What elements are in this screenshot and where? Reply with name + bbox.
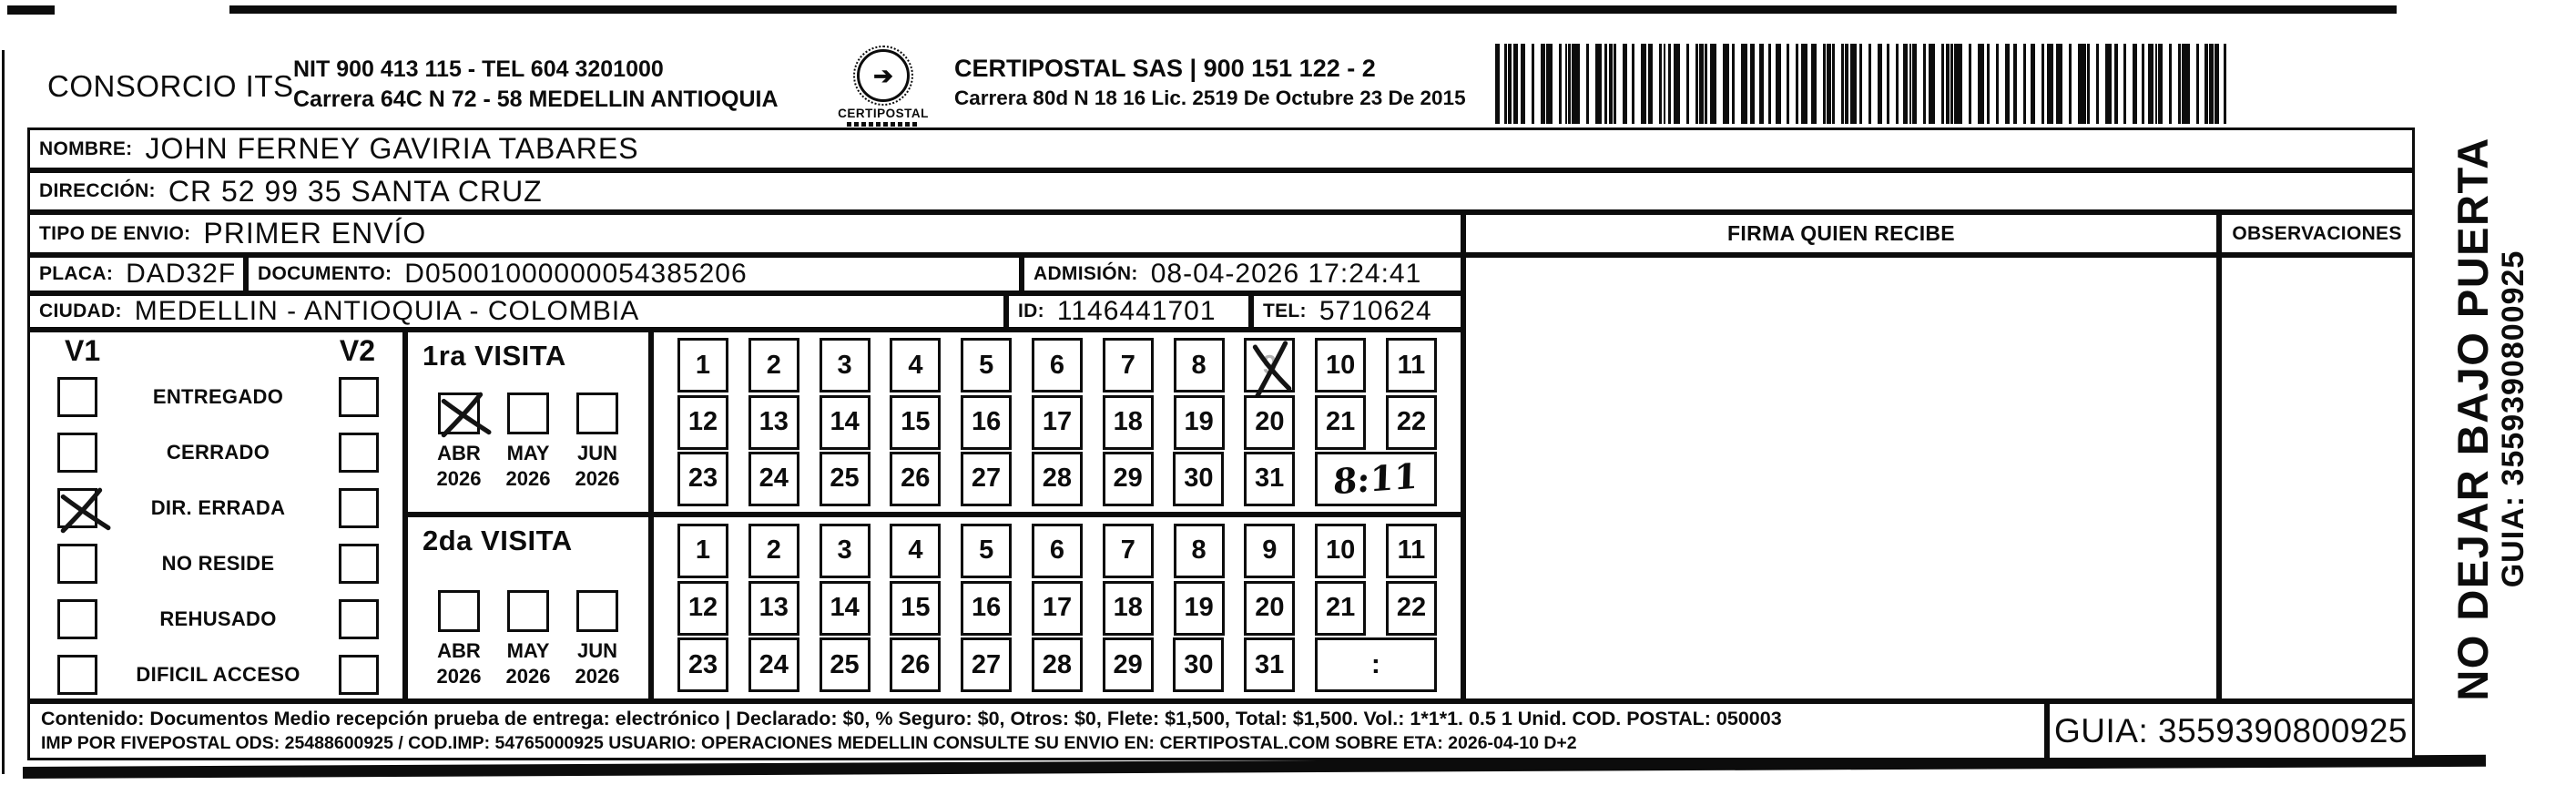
ciudad-cell — [27, 293, 1006, 330]
v1-checkbox-no-reside[interactable] — [57, 544, 97, 584]
day-number: 10 — [1326, 350, 1356, 380]
second-day-10[interactable] — [1315, 524, 1366, 578]
first-day-23[interactable] — [677, 452, 728, 506]
certipostal-license-line: Carrera 80d N 18 16 Lic. 2519 De Octubre 23 De 2015 — [954, 87, 1466, 110]
day-number: 28 — [1042, 464, 1072, 494]
first-day-21[interactable] — [1315, 395, 1366, 450]
first-visit-panel — [405, 330, 651, 515]
first-day-31[interactable] — [1244, 452, 1295, 506]
first-month-checkbox-abr[interactable] — [438, 392, 480, 434]
month-name: MAY — [506, 639, 550, 662]
month-name: ABR — [437, 442, 481, 464]
first-calendar-row-1 — [677, 338, 1437, 392]
admision-cell — [1022, 255, 1463, 293]
day-number: 31 — [1254, 464, 1285, 494]
imp-ods-line: IMP POR FIVEPOSTAL ODS: 25488600925 / COD.IMP: 54765000925 USUARIO: OPERACIONES MEDELLIN CONSULTE SU ENVIO EN: CERTIPOSTAL.COM SOBRE ETA: 2026-04-10 D+2 — [41, 733, 1577, 753]
first-month-jun — [565, 392, 630, 491]
second-month-abr — [426, 590, 492, 688]
month-name: ABR — [437, 639, 481, 662]
first-day-10[interactable] — [1315, 338, 1366, 392]
second-day-15[interactable] — [890, 581, 941, 636]
day-number: 10 — [1326, 535, 1356, 566]
first-month-abr — [426, 392, 492, 491]
status-label-dir-errada: DIR. ERRADA — [150, 495, 286, 519]
observaciones-header — [2219, 212, 2415, 255]
day-number: 13 — [759, 407, 789, 436]
day-number: 15 — [901, 407, 931, 436]
second-day-26[interactable] — [890, 637, 941, 692]
side-note-vertical — [2422, 91, 2559, 747]
scan-artifact-dash — [7, 5, 55, 15]
day-number: 29 — [1113, 649, 1143, 679]
placa-cell — [27, 255, 246, 293]
second-day-21[interactable] — [1315, 581, 1366, 636]
day-number: 25 — [830, 649, 860, 679]
day-number: 14 — [830, 593, 860, 622]
second-day-14[interactable] — [820, 581, 871, 636]
v2-checkbox-entregado[interactable] — [339, 377, 379, 417]
nombre-label: NOMBRE: — [39, 138, 133, 159]
tipo-envio-row — [27, 212, 1463, 255]
first-day-24[interactable] — [748, 452, 799, 506]
month-year: 2026 — [575, 467, 620, 490]
first-day-8[interactable] — [1174, 338, 1225, 392]
day-number: 8 — [1191, 350, 1207, 380]
second-day-30[interactable] — [1173, 637, 1224, 692]
second-day-18[interactable] — [1103, 581, 1154, 636]
day-number: 7 — [1120, 350, 1135, 380]
consorcio-name: CONSORCIO ITS — [47, 69, 294, 103]
first-day-7[interactable] — [1103, 338, 1154, 392]
status-row-dificil-acceso — [30, 647, 402, 702]
day-number: 13 — [759, 593, 789, 622]
tel-value: 5710624 — [1319, 296, 1432, 326]
second-day-1[interactable] — [677, 524, 728, 578]
second-month-may — [495, 590, 561, 688]
direccion-row — [27, 170, 2415, 212]
second-day-4[interactable] — [890, 524, 941, 578]
no-dejar-bajo-puerta-text: NO DEJAR BAJO PUERTA — [2449, 137, 2498, 701]
status-label-entregado: ENTREGADO — [152, 384, 284, 408]
handwritten-time: 8:11 — [1332, 454, 1420, 503]
day-number: 1 — [695, 350, 711, 380]
month-name: MAY — [506, 442, 550, 464]
first-month-may — [495, 392, 561, 491]
certipostal-logo-tagline — [847, 122, 920, 127]
second-day-3[interactable] — [820, 524, 871, 578]
day-number: 9 — [1262, 535, 1278, 566]
v1-checkbox-entregado[interactable] — [57, 377, 97, 417]
first-day-17[interactable] — [1032, 395, 1083, 450]
day-number: 3 — [837, 535, 852, 566]
certipostal-address-block — [954, 53, 1466, 111]
second-day-5[interactable] — [961, 524, 1012, 578]
second-visit-calendar — [651, 515, 1463, 701]
first-day-12[interactable] — [677, 395, 728, 450]
day-number: 28 — [1042, 649, 1072, 679]
certipostal-logo — [830, 49, 936, 127]
day-number: 2 — [766, 535, 781, 566]
day-number: 17 — [1042, 407, 1073, 436]
second-day-7[interactable] — [1103, 524, 1154, 578]
status-label-cerrado: CERRADO — [166, 440, 270, 464]
firma-signature-area[interactable] — [1463, 255, 2219, 701]
second-month-checkbox-may[interactable] — [507, 590, 549, 632]
tel-cell — [1251, 293, 1463, 330]
day-number: 15 — [901, 593, 931, 622]
status-row-no-reside — [30, 535, 402, 591]
day-number: 22 — [1396, 593, 1427, 622]
day-number: 24 — [759, 464, 789, 494]
status-options — [30, 369, 402, 702]
certipostal-logo-icon — [857, 49, 910, 102]
day-number: 21 — [1326, 593, 1356, 622]
v1-header: V1 — [65, 334, 101, 367]
certipostal-logo-word: CERTIPOSTAL — [838, 107, 929, 120]
observaciones-label: OBSERVACIONES — [2232, 222, 2402, 244]
ciudad-label: CIUDAD: — [39, 301, 122, 321]
first-day-29[interactable] — [1103, 452, 1154, 506]
day-number: 1 — [695, 535, 711, 566]
second-day-25[interactable] — [820, 637, 871, 692]
status-panel — [27, 330, 405, 701]
month-name: JUN — [576, 442, 617, 464]
second-day-19[interactable] — [1174, 581, 1225, 636]
day-number: 17 — [1042, 593, 1073, 622]
day-number: 27 — [971, 649, 1002, 679]
day-number: 18 — [1113, 593, 1143, 622]
v1-checkbox-rehusado[interactable] — [57, 599, 97, 639]
day-number: 7 — [1120, 535, 1135, 566]
shipment-barcode — [1495, 44, 2231, 124]
admision-value: 08-04-2026 17:24:41 — [1150, 259, 1422, 289]
first-day-30[interactable] — [1173, 452, 1224, 506]
direccion-label: DIRECCIÓN: — [39, 180, 156, 201]
day-number: 2 — [766, 350, 781, 380]
v1-checkbox-dir-errada[interactable] — [57, 488, 97, 528]
second-calendar-row-3 — [677, 637, 1437, 692]
v2-checkbox-dir-errada[interactable] — [339, 488, 379, 528]
scan-artifact-top-line — [229, 5, 2397, 14]
status-row-rehusado — [30, 591, 402, 647]
status-row-cerrado — [30, 424, 402, 480]
second-visit-panel — [405, 515, 651, 701]
consorcio-street-line: Carrera 64C N 72 - 58 MEDELLIN ANTIOQUIA — [293, 86, 779, 112]
day-number: 5 — [979, 535, 994, 566]
tipo-envio-label: TIPO DE ENVIO: — [39, 222, 191, 244]
admision-label: ADMISIÓN: — [1033, 263, 1138, 284]
second-day-20[interactable] — [1244, 581, 1295, 636]
tel-label: TEL: — [1263, 301, 1307, 321]
id-cell — [1006, 293, 1251, 330]
first-day-27[interactable] — [961, 452, 1012, 506]
nombre-value: JOHN FERNEY GAVIRIA TABARES — [145, 132, 639, 165]
day-number: 5 — [979, 350, 994, 380]
first-day-14[interactable] — [820, 395, 871, 450]
arrow-icon: ➔ — [873, 62, 893, 89]
first-day-3[interactable] — [820, 338, 871, 392]
day-number: 6 — [1049, 535, 1065, 566]
placa-value: DAD32F — [126, 259, 237, 289]
day-number: 25 — [830, 464, 860, 494]
month-name: JUN — [576, 639, 617, 662]
consorcio-address-block — [293, 55, 779, 114]
month-year: 2026 — [505, 467, 551, 490]
day-number: 26 — [901, 464, 931, 494]
month-year: 2026 — [436, 467, 482, 490]
first-day-19[interactable] — [1174, 395, 1225, 450]
first-day-20[interactable] — [1244, 395, 1295, 450]
day-number: 16 — [972, 407, 1002, 436]
first-day-13[interactable] — [748, 395, 799, 450]
first-month-checkbox-jun[interactable] — [576, 392, 618, 434]
day-number: 4 — [908, 350, 923, 380]
day-number: 23 — [687, 649, 718, 679]
day-number: 31 — [1254, 649, 1285, 679]
firma-header — [1463, 212, 2219, 255]
first-day-6[interactable] — [1032, 338, 1083, 392]
day-number: 19 — [1184, 593, 1214, 622]
status-row-entregado — [30, 369, 402, 424]
day-number: 12 — [687, 407, 718, 436]
second-day-2[interactable] — [748, 524, 799, 578]
handwritten-x-mark — [435, 388, 492, 443]
day-number: 19 — [1184, 407, 1214, 436]
day-number: 12 — [687, 593, 718, 622]
day-number: 3 — [837, 350, 852, 380]
second-month-jun — [565, 590, 630, 688]
month-year: 2026 — [575, 665, 620, 688]
first-day-9[interactable] — [1244, 338, 1295, 392]
first-month-checkbox-may[interactable] — [507, 392, 549, 434]
second-day-12[interactable] — [677, 581, 728, 636]
shipment-details-cell — [27, 701, 2047, 760]
month-year: 2026 — [505, 665, 551, 688]
first-day-28[interactable] — [1032, 452, 1083, 506]
guia-number: GUIA: 3559390800925 — [2053, 711, 2408, 749]
second-day-29[interactable] — [1103, 637, 1154, 692]
second-day-27[interactable] — [961, 637, 1012, 692]
second-day-16[interactable] — [961, 581, 1012, 636]
second-day-31[interactable] — [1244, 637, 1295, 692]
v1-checkbox-dificil-acceso[interactable] — [57, 655, 97, 695]
day-number: 11 — [1397, 535, 1426, 566]
tipo-envio-value: PRIMER ENVÍO — [203, 217, 427, 250]
status-label-rehusado: REHUSADO — [159, 607, 277, 630]
second-day-11[interactable] — [1386, 524, 1437, 578]
status-label-dificil-acceso: DIFICIL ACCESO — [136, 662, 300, 686]
documento-value: D05001000000054385206 — [404, 259, 748, 289]
day-number: 22 — [1396, 407, 1427, 436]
second-calendar-row-2 — [677, 581, 1437, 636]
second-visit-title: 2da VISITA — [423, 525, 573, 556]
v2-checkbox-cerrado[interactable] — [339, 433, 379, 473]
guia-number-box — [2047, 701, 2415, 760]
first-visit-calendar — [651, 330, 1463, 515]
day-number: 8 — [1191, 535, 1207, 566]
second-day-22[interactable] — [1386, 581, 1437, 636]
first-calendar-row-2 — [677, 395, 1437, 450]
day-number: 27 — [971, 464, 1002, 494]
second-visit-months — [408, 590, 648, 688]
day-number: 6 — [1049, 350, 1065, 380]
consorcio-nit-line: NIT 900 413 115 - TEL 604 3201000 — [293, 56, 664, 82]
day-number: 11 — [1397, 350, 1426, 380]
second-time-box[interactable] — [1315, 637, 1437, 692]
v2-header: V2 — [339, 334, 375, 367]
content-declared-line: Contenido: Documentos Medio recepción prueba de entrega: electrónico | Declarado: $0, % Seguro: $0, Otros: $0, Flete: $1,500, Total: $1,500. Vol.: 1*1*1. 0.5 1 Unid. COD. POSTAL: 050003 — [41, 708, 1782, 729]
day-number: 21 — [1326, 407, 1356, 436]
first-day-16[interactable] — [961, 395, 1012, 450]
first-time-box[interactable] — [1315, 452, 1437, 506]
day-number: 24 — [759, 649, 789, 679]
id-label: ID: — [1018, 301, 1044, 321]
observaciones-area[interactable] — [2219, 255, 2415, 701]
first-day-15[interactable] — [890, 395, 941, 450]
first-visit-title: 1ra VISITA — [423, 340, 566, 372]
day-number: 16 — [972, 593, 1002, 622]
v1-checkbox-cerrado[interactable] — [57, 433, 97, 473]
first-day-4[interactable] — [890, 338, 941, 392]
first-calendar-row-3 — [677, 452, 1437, 506]
first-day-1[interactable] — [677, 338, 728, 392]
day-number: 30 — [1184, 649, 1214, 679]
day-number: 4 — [908, 535, 923, 566]
certipostal-company-line: CERTIPOSTAL SAS | 900 151 122 - 2 — [954, 55, 1376, 82]
v2-checkbox-no-reside[interactable] — [339, 544, 379, 584]
v2-checkbox-dificil-acceso[interactable] — [339, 655, 379, 695]
day-number: 14 — [830, 407, 860, 436]
v2-checkbox-rehusado[interactable] — [339, 599, 379, 639]
id-value: 1146441701 — [1056, 296, 1217, 326]
first-day-2[interactable] — [748, 338, 799, 392]
first-day-11[interactable] — [1386, 338, 1437, 392]
day-number: 23 — [687, 464, 718, 494]
first-day-25[interactable] — [820, 452, 871, 506]
month-year: 2026 — [436, 665, 482, 688]
firma-label: FIRMA QUIEN RECIBE — [1727, 221, 1955, 245]
handwritten-x-mark — [55, 484, 111, 538]
day-number: 18 — [1113, 407, 1143, 436]
day-number: 30 — [1184, 464, 1214, 494]
first-day-26[interactable] — [890, 452, 941, 506]
second-day-17[interactable] — [1032, 581, 1083, 636]
scan-artifact-left-edge — [2, 50, 5, 774]
time-colon: : — [1370, 649, 1380, 680]
documento-label: DOCUMENTO: — [258, 263, 392, 284]
second-day-24[interactable] — [748, 637, 799, 692]
second-day-13[interactable] — [748, 581, 799, 636]
ciudad-value: MEDELLIN - ANTIOQUIA - COLOMBIA — [134, 296, 640, 326]
placa-label: PLACA: — [39, 263, 114, 284]
side-guia-number: GUIA: 3559390800925 — [2496, 250, 2531, 588]
day-number: 20 — [1255, 407, 1285, 436]
second-day-8[interactable] — [1174, 524, 1225, 578]
second-day-23[interactable] — [677, 637, 728, 692]
first-day-22[interactable] — [1386, 395, 1437, 450]
second-month-checkbox-jun[interactable] — [576, 590, 618, 632]
day-number: 20 — [1255, 593, 1285, 622]
day-number: 26 — [901, 649, 931, 679]
first-day-5[interactable] — [961, 338, 1012, 392]
second-calendar-row-1 — [677, 524, 1437, 578]
day-number: 9 — [1262, 350, 1278, 380]
first-visit-months — [408, 392, 648, 491]
first-day-18[interactable] — [1103, 395, 1154, 450]
second-month-checkbox-abr[interactable] — [438, 590, 480, 632]
second-day-28[interactable] — [1032, 637, 1083, 692]
nombre-row — [27, 127, 2415, 170]
second-day-6[interactable] — [1032, 524, 1083, 578]
documento-cell — [246, 255, 1022, 293]
status-label-no-reside: NO RESIDE — [161, 551, 275, 575]
second-day-9[interactable] — [1244, 524, 1295, 578]
direccion-value: CR 52 99 35 SANTA CRUZ — [168, 174, 543, 208]
day-number: 29 — [1113, 464, 1143, 494]
status-row-dir-errada — [30, 480, 402, 535]
